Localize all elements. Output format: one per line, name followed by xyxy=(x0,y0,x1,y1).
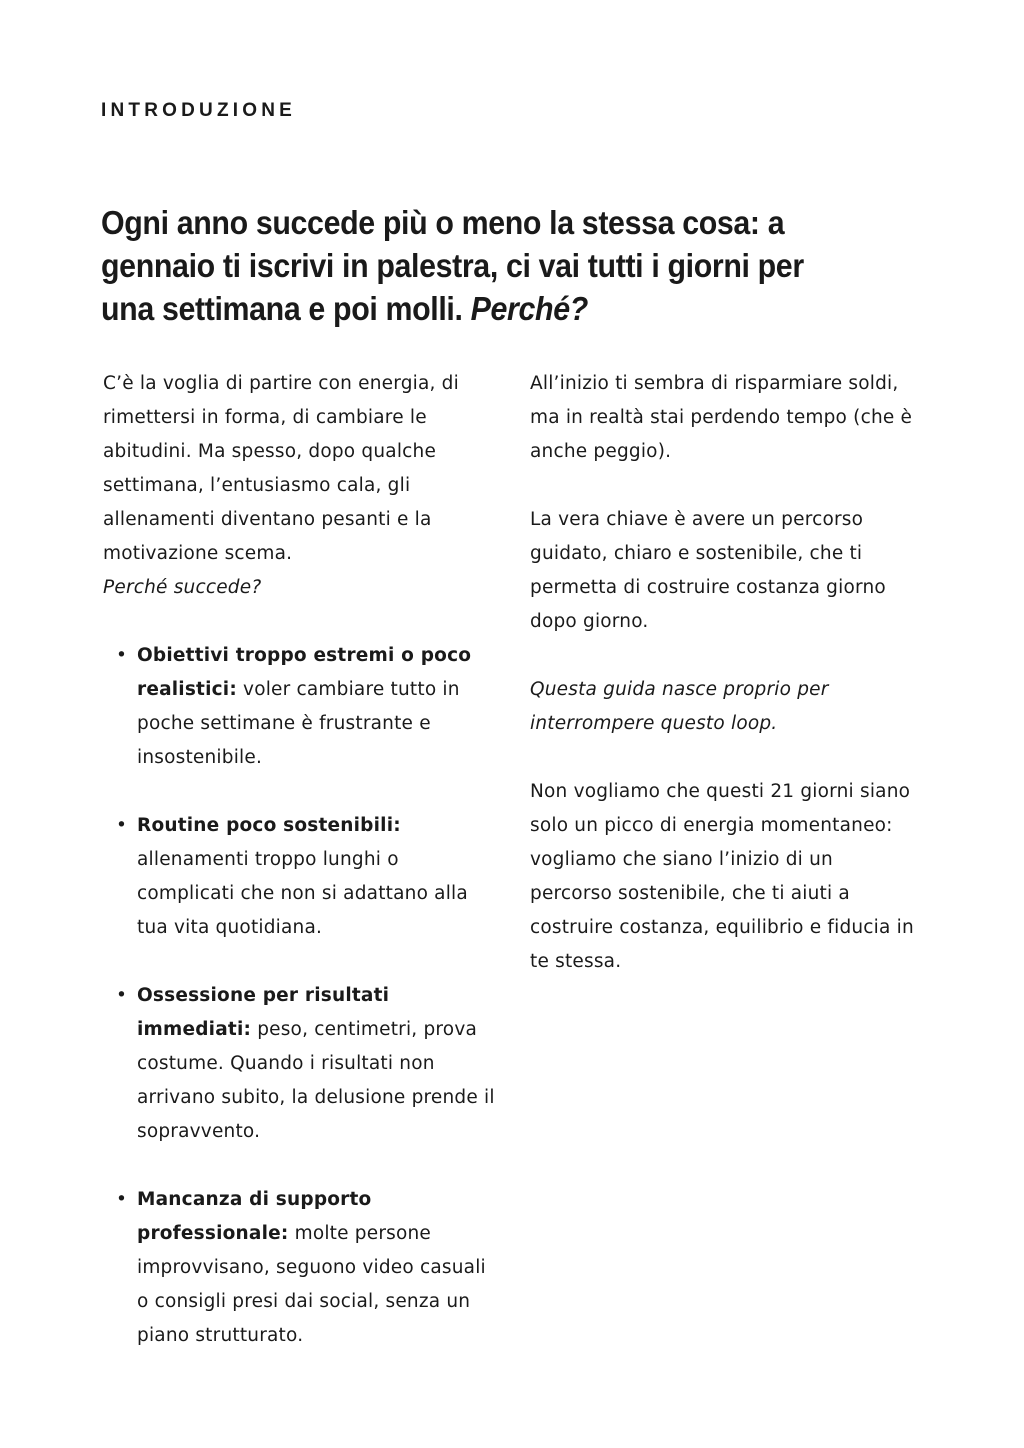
paragraph-spacer xyxy=(530,741,915,775)
bullet-icon: • xyxy=(116,985,128,1006)
headline-emphasis: Perché? xyxy=(470,290,588,327)
paragraph-key: La vera chiave è avere un percorso guidato, chiaro e sostenibile, che ti permetta di costruire costanza giorno dopo giorno. xyxy=(530,509,886,632)
section-label: INTRODUZIONE xyxy=(101,100,297,121)
reason-text: molte persone improvvisano, seguono video casuali o consigli presi dai social, senza un piano strutturato. xyxy=(137,1223,486,1346)
reason-text: allenamenti troppo lunghi o complicati che non si adattano alla tua vita quotidiana. xyxy=(137,849,468,938)
question-line: Perché succede? xyxy=(103,577,262,598)
paragraph-guide-purpose: Questa guida nasce proprio per interrompere questo loop. xyxy=(530,679,829,734)
reason-title: Ossessione per risultati immediati: xyxy=(137,985,390,1040)
left-column xyxy=(103,367,498,1353)
bullet-icon: • xyxy=(116,645,128,666)
paragraph-savings: All’inizio ti sembra di risparmiare soldi, ma in realtà stai perdendo tempo (che è anche peggio). xyxy=(530,373,913,462)
intro-paragraph: C’è la voglia di partire con energia, di rimettersi in forma, di cambiare le abitudini. Ma spesso, dopo qualche settimana, l’entusiasmo cala, gli allenamenti diventano pesanti e la motivazione scema. xyxy=(103,373,459,564)
reason-text: voler cambiare tutto in poche settimane è frustrante e insostenibile. xyxy=(137,679,460,768)
reason-title: Mancanza di supporto professionale: xyxy=(137,1189,372,1244)
paragraph-spacer xyxy=(530,639,915,673)
list-item xyxy=(116,979,498,1149)
reason-text: peso, centimetri, prova costume. Quando i risultati non arrivano subito, la delusione prende il sopravvento. xyxy=(137,1019,495,1142)
reason-title: Obiettivi troppo estremi o poco realistici: xyxy=(137,645,472,700)
list-item xyxy=(116,809,498,945)
right-column xyxy=(530,367,915,979)
headline-main: Ogni anno succede più o meno la stessa cosa: a gennaio ti iscrivi in palestra, ci vai tutti i giorni per una settimana e poi molli. xyxy=(101,204,804,327)
list-item xyxy=(116,1183,498,1353)
reasons-list xyxy=(103,639,498,1353)
reason-title: Routine poco sostenibili: xyxy=(137,815,401,836)
bullet-icon: • xyxy=(116,1189,128,1210)
bullet-icon: • xyxy=(116,815,128,836)
page-headline xyxy=(101,201,809,330)
paragraph-21-days: Non vogliamo che questi 21 giorni siano solo un picco di energia momentaneo: vogliamo che siano l’inizio di un percorso sostenibile, che ti aiuti a costruire costanza, equilibrio e fiducia in te stessa. xyxy=(530,781,914,972)
list-item xyxy=(116,639,498,775)
paragraph-spacer xyxy=(530,469,915,503)
